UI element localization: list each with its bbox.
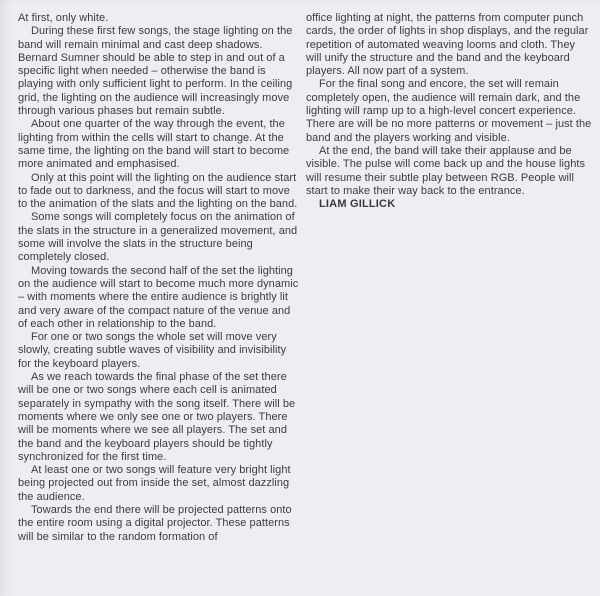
text-column-left — [18, 12, 299, 544]
paragraph: For one or two songs the whole set will move very slowly, creating subtle waves of visibility and invisibility for the keyboard players. — [18, 331, 287, 370]
author-signature: LIAM GILLICK — [319, 198, 396, 211]
paragraph: Towards the end there will be projected patterns onto the entire room using a digital projector. These patterns will be similar to the random formation of — [18, 503, 292, 543]
paragraph: At first, only white. — [18, 12, 109, 24]
paragraph: office lighting at night, the patterns from computer punch cards, the order of lights in shop displays, and the regular repetition of automated weaving looms and cloth. They will unify the structure and the band and the keyboard players. All now part of a system. — [306, 12, 589, 78]
paragraph: About one quarter of the way through the event, the lighting from within the cells will start to change. At the same time, the lighting on the band will start to become more animated and emphasised. — [18, 118, 290, 171]
paragraph: Some songs will completely focus on the animation of the slats in the structure in a generalized movement, and some will involve the slats in the structure being completely closed. — [18, 211, 298, 264]
paragraph: At the end, the band will take their applause and be visible. The pulse will come back up and the house lights will resume their subtle play between RGB. People will start to make their way back to the entrance. — [306, 144, 586, 197]
text-column-right-paragraphs — [306, 12, 592, 198]
paragraph: Moving towards the second half of the set the lighting on the audience will start to become much more dynamic – with moments where the entire audience is brightly lit and very aware of the compact nature of the venue and of each other in relationship to the band. — [18, 264, 299, 330]
paragraph: During these first few songs, the stage lighting on the band will remain minimal and cast deep shadows. Bernard Sumner should be able to step in and out of a specific light when needed – otherwise the band is playing with only sufficient light to perform. In the ceiling grid, the lighting on the audience will increasingly move through various phases but remain subtle. — [18, 25, 293, 118]
paragraph: As we reach towards the final phase of the set there will be one or two songs where each cell is animated separately in sympathy with the song itself. There will be moments where we only see one or two players. There will be moments where we see all players. The set and the band and the keyboard players should be tightly synchronized for the first time. — [18, 371, 296, 463]
paragraph: Only at this point will the lighting on the audience start to fade out to darkness, and the focus will start to move to the animation of the slats and the lighting on the band. — [18, 171, 298, 211]
paragraph: At least one or two songs will feature very bright light being projected out from inside the set, almost dazzling the audience. — [18, 464, 291, 503]
text-column-right — [306, 12, 592, 211]
paragraph: For the final song and encore, the set will remain completely open, the audience will remain dark, and the lighting will ramp up to a high-level concert experience. There are will be no more patterns or movement – just the band and the players working and visible. — [306, 78, 592, 144]
